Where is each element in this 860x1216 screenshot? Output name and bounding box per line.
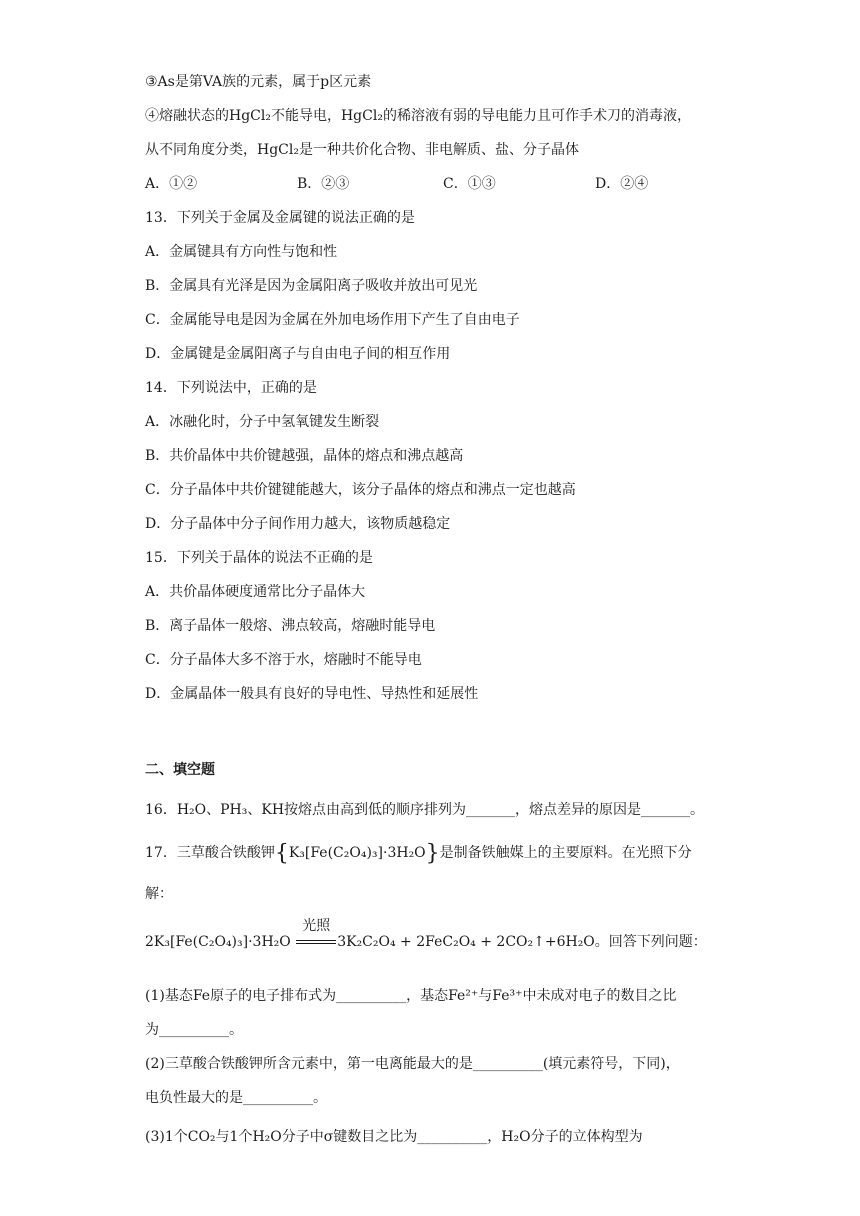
q16-stem: 16．H₂O、PH₃、KH按熔点由高到低的顺序排列为_______，熔点差异的原因是_______。	[145, 802, 705, 818]
q17-sub1: (1)基态Fe原子的电子排布式为__________，基态Fe²⁺与Fe³⁺中未成对电子的数目之比	[145, 988, 677, 1004]
q15-option-d[interactable]: D．金属晶体一般具有良好的导电性、导热性和延展性	[145, 686, 479, 702]
q12-option-b[interactable]: B．②③	[297, 176, 350, 192]
q13-stem: 13．下列关于金属及金属键的说法正确的是	[145, 210, 415, 226]
reaction-equation	[145, 918, 707, 952]
section-title-fill-in: 二、填空题	[145, 762, 215, 778]
equation-products: 3K₂C₂O₄ + 2FeC₂O₄ + 2CO₂↑+6H₂O	[337, 934, 595, 950]
q12-option-d[interactable]: D．②④	[595, 176, 649, 192]
q13-option-d[interactable]: D．金属键是金属阳离子与自由电子间的相互作用	[145, 346, 451, 362]
q17-formula: K₃[Fe(C₂O₄)₃]·3H₂O	[288, 845, 426, 861]
statement-4-cont: 从不同角度分类，HgCl₂是一种共价化合物、非电解质、盐、分子晶体	[145, 142, 579, 158]
q14-option-c[interactable]: C．分子晶体中共价键键能越大，该分子晶体的熔点和沸点一定也越高	[145, 482, 576, 498]
brace-open: {	[274, 841, 289, 866]
q15-option-c[interactable]: C．分子晶体大多不溶于水，熔融时不能导电	[145, 652, 422, 668]
equation-tail: 。回答下列问题：	[594, 934, 707, 950]
q12-option-c[interactable]: C．①③	[443, 176, 496, 192]
double-bar-icon	[296, 940, 336, 944]
q15-stem: 15．下列关于晶体的说法不正确的是	[145, 550, 373, 566]
q17-stem-end: 是制备铁触媒上的主要原料。在光照下分	[439, 845, 692, 861]
q17-sub2-cont: 电负性最大的是__________。	[145, 1090, 327, 1106]
equation-condition: 光照	[302, 918, 331, 934]
equation-arrow	[295, 918, 337, 952]
q17-stem-start: 17．三草酸合铁酸钾	[145, 845, 275, 861]
q17-stem-cont: 解：	[145, 886, 173, 902]
q12-option-a[interactable]: A．①②	[145, 176, 198, 192]
q13-option-a[interactable]: A．金属键具有方向性与饱和性	[145, 244, 338, 260]
q17-stem	[145, 843, 692, 864]
q14-stem: 14．下列说法中，正确的是	[145, 380, 317, 396]
q13-option-c[interactable]: C．金属能导电是因为金属在外加电场作用下产生了自由电子	[145, 312, 520, 328]
q13-option-b[interactable]: B．金属具有光泽是因为金属阳离子吸收并放出可见光	[145, 278, 478, 294]
statement-3: ③As是第VA族的元素，属于p区元素	[145, 74, 372, 90]
q15-option-b[interactable]: B．离子晶体一般熔、沸点较高，熔融时能导电	[145, 618, 436, 634]
statement-4: ④熔融状态的HgCl₂不能导电，HgCl₂的稀溶液有弱的导电能力且可作手术刀的消毒液，	[145, 108, 691, 124]
q17-sub3: (3)1个CO₂与1个H₂O分子中σ键数目之比为__________，H₂O分子的立体构型为	[145, 1129, 643, 1145]
q14-option-b[interactable]: B．共价晶体中共价键越强，晶体的熔点和沸点越高	[145, 448, 464, 464]
q14-option-a[interactable]: A．冰融化时，分子中氢氧键发生断裂	[145, 414, 380, 430]
brace-close: }	[425, 841, 440, 866]
q14-option-d[interactable]: D．分子晶体中分子间作用力越大，该物质越稳定	[145, 516, 451, 532]
equation-reactant: 2K₃[Fe(C₂O₄)₃]·3H₂O	[145, 934, 291, 950]
q15-option-a[interactable]: A．共价晶体硬度通常比分子晶体大	[145, 584, 366, 600]
q17-sub1-cont: 为__________。	[145, 1022, 243, 1038]
q17-sub2: (2)三草酸合铁酸钾所含元素中，第一电离能最大的是__________(填元素符号，下同)，	[145, 1056, 680, 1072]
